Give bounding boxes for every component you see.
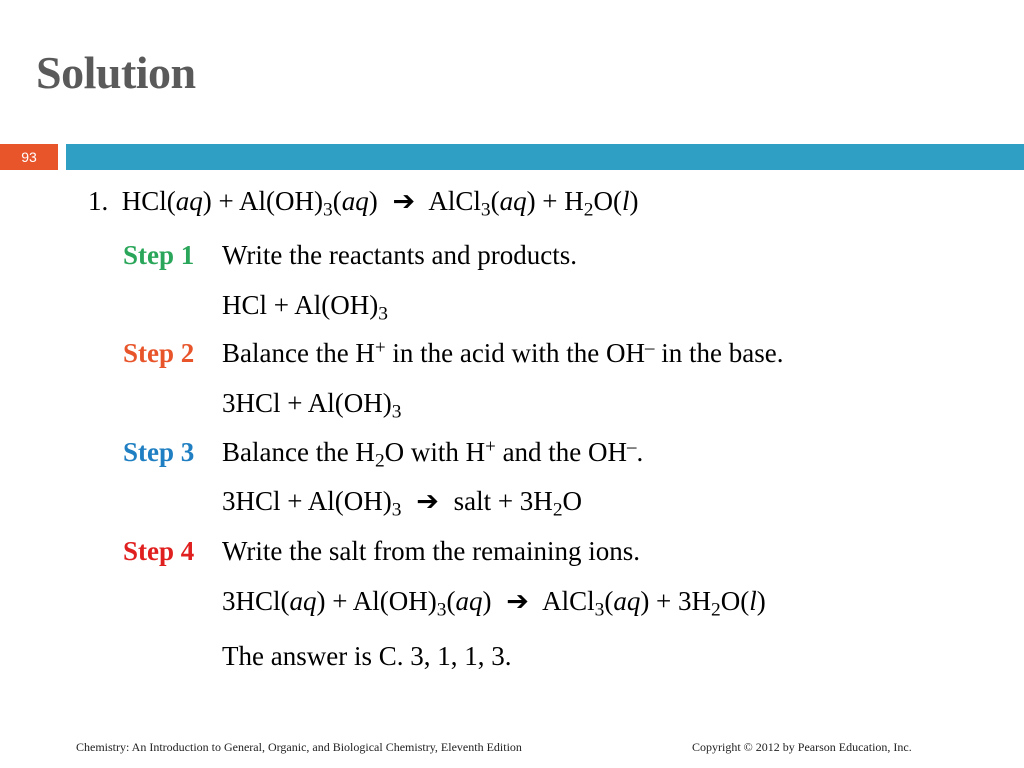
subscript: 2 <box>711 599 721 621</box>
step-4-row <box>123 538 640 565</box>
step-1-row <box>123 242 577 269</box>
eq-text: ) <box>629 186 639 216</box>
subscript: 3 <box>594 599 605 621</box>
eq-text: HCl + Al(OH) <box>222 290 379 320</box>
superscript: – <box>645 337 655 359</box>
eq-text: ) + 3H <box>640 586 712 616</box>
slide-title: Solution <box>36 47 196 98</box>
reaction-arrow-icon: ➔ <box>392 186 416 216</box>
eq-state: aq <box>289 586 317 616</box>
eq-text: 3HCl + Al(OH) <box>222 486 392 516</box>
step-1-label: Step 1 <box>123 240 195 270</box>
subscript: 2 <box>374 450 385 472</box>
step-3-equation <box>222 486 583 521</box>
subscript: 3 <box>480 199 491 221</box>
eq-text: O( <box>720 586 750 616</box>
step-1-equation <box>222 290 388 325</box>
eq-text: O <box>562 486 583 516</box>
step-4-text: Write the salt from the remaining ions. <box>222 536 641 566</box>
superscript: – <box>627 436 637 458</box>
eq-text: ( <box>490 186 500 216</box>
eq-state: aq <box>499 186 527 216</box>
eq-text: ( <box>332 186 342 216</box>
eq-text: 3HCl + Al(OH) <box>222 388 392 418</box>
step-2-equation <box>222 388 402 423</box>
eq-text: ) + Al(OH) <box>202 186 323 216</box>
step-3-text: and the OH <box>495 437 628 467</box>
step-2-text: in the base. <box>654 338 784 368</box>
step-1-text: Write the reactants and products. <box>222 240 578 270</box>
eq-text: AlCl <box>428 186 481 216</box>
step-3-text: Balance the H <box>222 437 375 467</box>
slide-header-bar <box>0 144 1024 170</box>
eq-state: aq <box>175 186 203 216</box>
eq-text: ( <box>446 586 456 616</box>
eq-text: ) <box>756 586 766 616</box>
superscript: + <box>374 337 386 359</box>
eq-state: aq <box>455 586 483 616</box>
eq-state: aq <box>613 586 641 616</box>
step-3-text: . <box>636 437 644 467</box>
eq-text: ) <box>368 186 378 216</box>
footer-copyright: Copyright © 2012 by Pearson Education, Inc. <box>692 740 912 754</box>
step-2-label: Step 2 <box>123 338 195 368</box>
problem-number: 1. <box>88 186 109 216</box>
eq-state: aq <box>341 186 369 216</box>
slide-number: 93 <box>0 144 58 170</box>
subscript: 3 <box>378 303 388 325</box>
eq-state: l <box>749 586 757 616</box>
step-2-text: in the acid with the OH <box>385 338 646 368</box>
problem-equation <box>88 186 639 221</box>
answer-text: The answer is C. 3, 1, 1, 3. <box>222 641 512 671</box>
step-3-text: O with H <box>384 437 486 467</box>
header-band <box>66 144 1024 170</box>
step-4-label: Step 4 <box>123 536 195 566</box>
step-3-label: Step 3 <box>123 437 195 467</box>
eq-text: HCl( <box>121 186 176 216</box>
eq-text: ) + H <box>526 186 584 216</box>
reaction-arrow-icon: ➔ <box>416 486 439 516</box>
step-2-row <box>123 337 784 368</box>
subscript: 2 <box>583 199 594 221</box>
reaction-arrow-icon: ➔ <box>506 586 529 616</box>
step-4-equation <box>222 586 766 621</box>
eq-text: salt + 3H <box>453 486 553 516</box>
footer-book-title: Chemistry: An Introduction to General, Organic, and Biological Chemistry, Eleventh Edition <box>76 740 522 754</box>
subscript: 3 <box>322 199 333 221</box>
eq-text: ) + Al(OH) <box>316 586 437 616</box>
eq-text: O( <box>593 186 622 216</box>
superscript: + <box>485 436 496 458</box>
eq-text: 3HCl( <box>222 586 290 616</box>
subscript: 3 <box>391 401 402 423</box>
eq-text: ( <box>604 586 614 616</box>
eq-text: ) <box>482 586 492 616</box>
eq-text: AlCl <box>542 586 595 616</box>
subscript: 2 <box>552 499 563 521</box>
subscript: 3 <box>391 499 402 521</box>
eq-state: l <box>622 186 630 216</box>
step-3-row <box>123 436 644 472</box>
subscript: 3 <box>436 599 447 621</box>
step-2-text: Balance the H <box>222 338 375 368</box>
